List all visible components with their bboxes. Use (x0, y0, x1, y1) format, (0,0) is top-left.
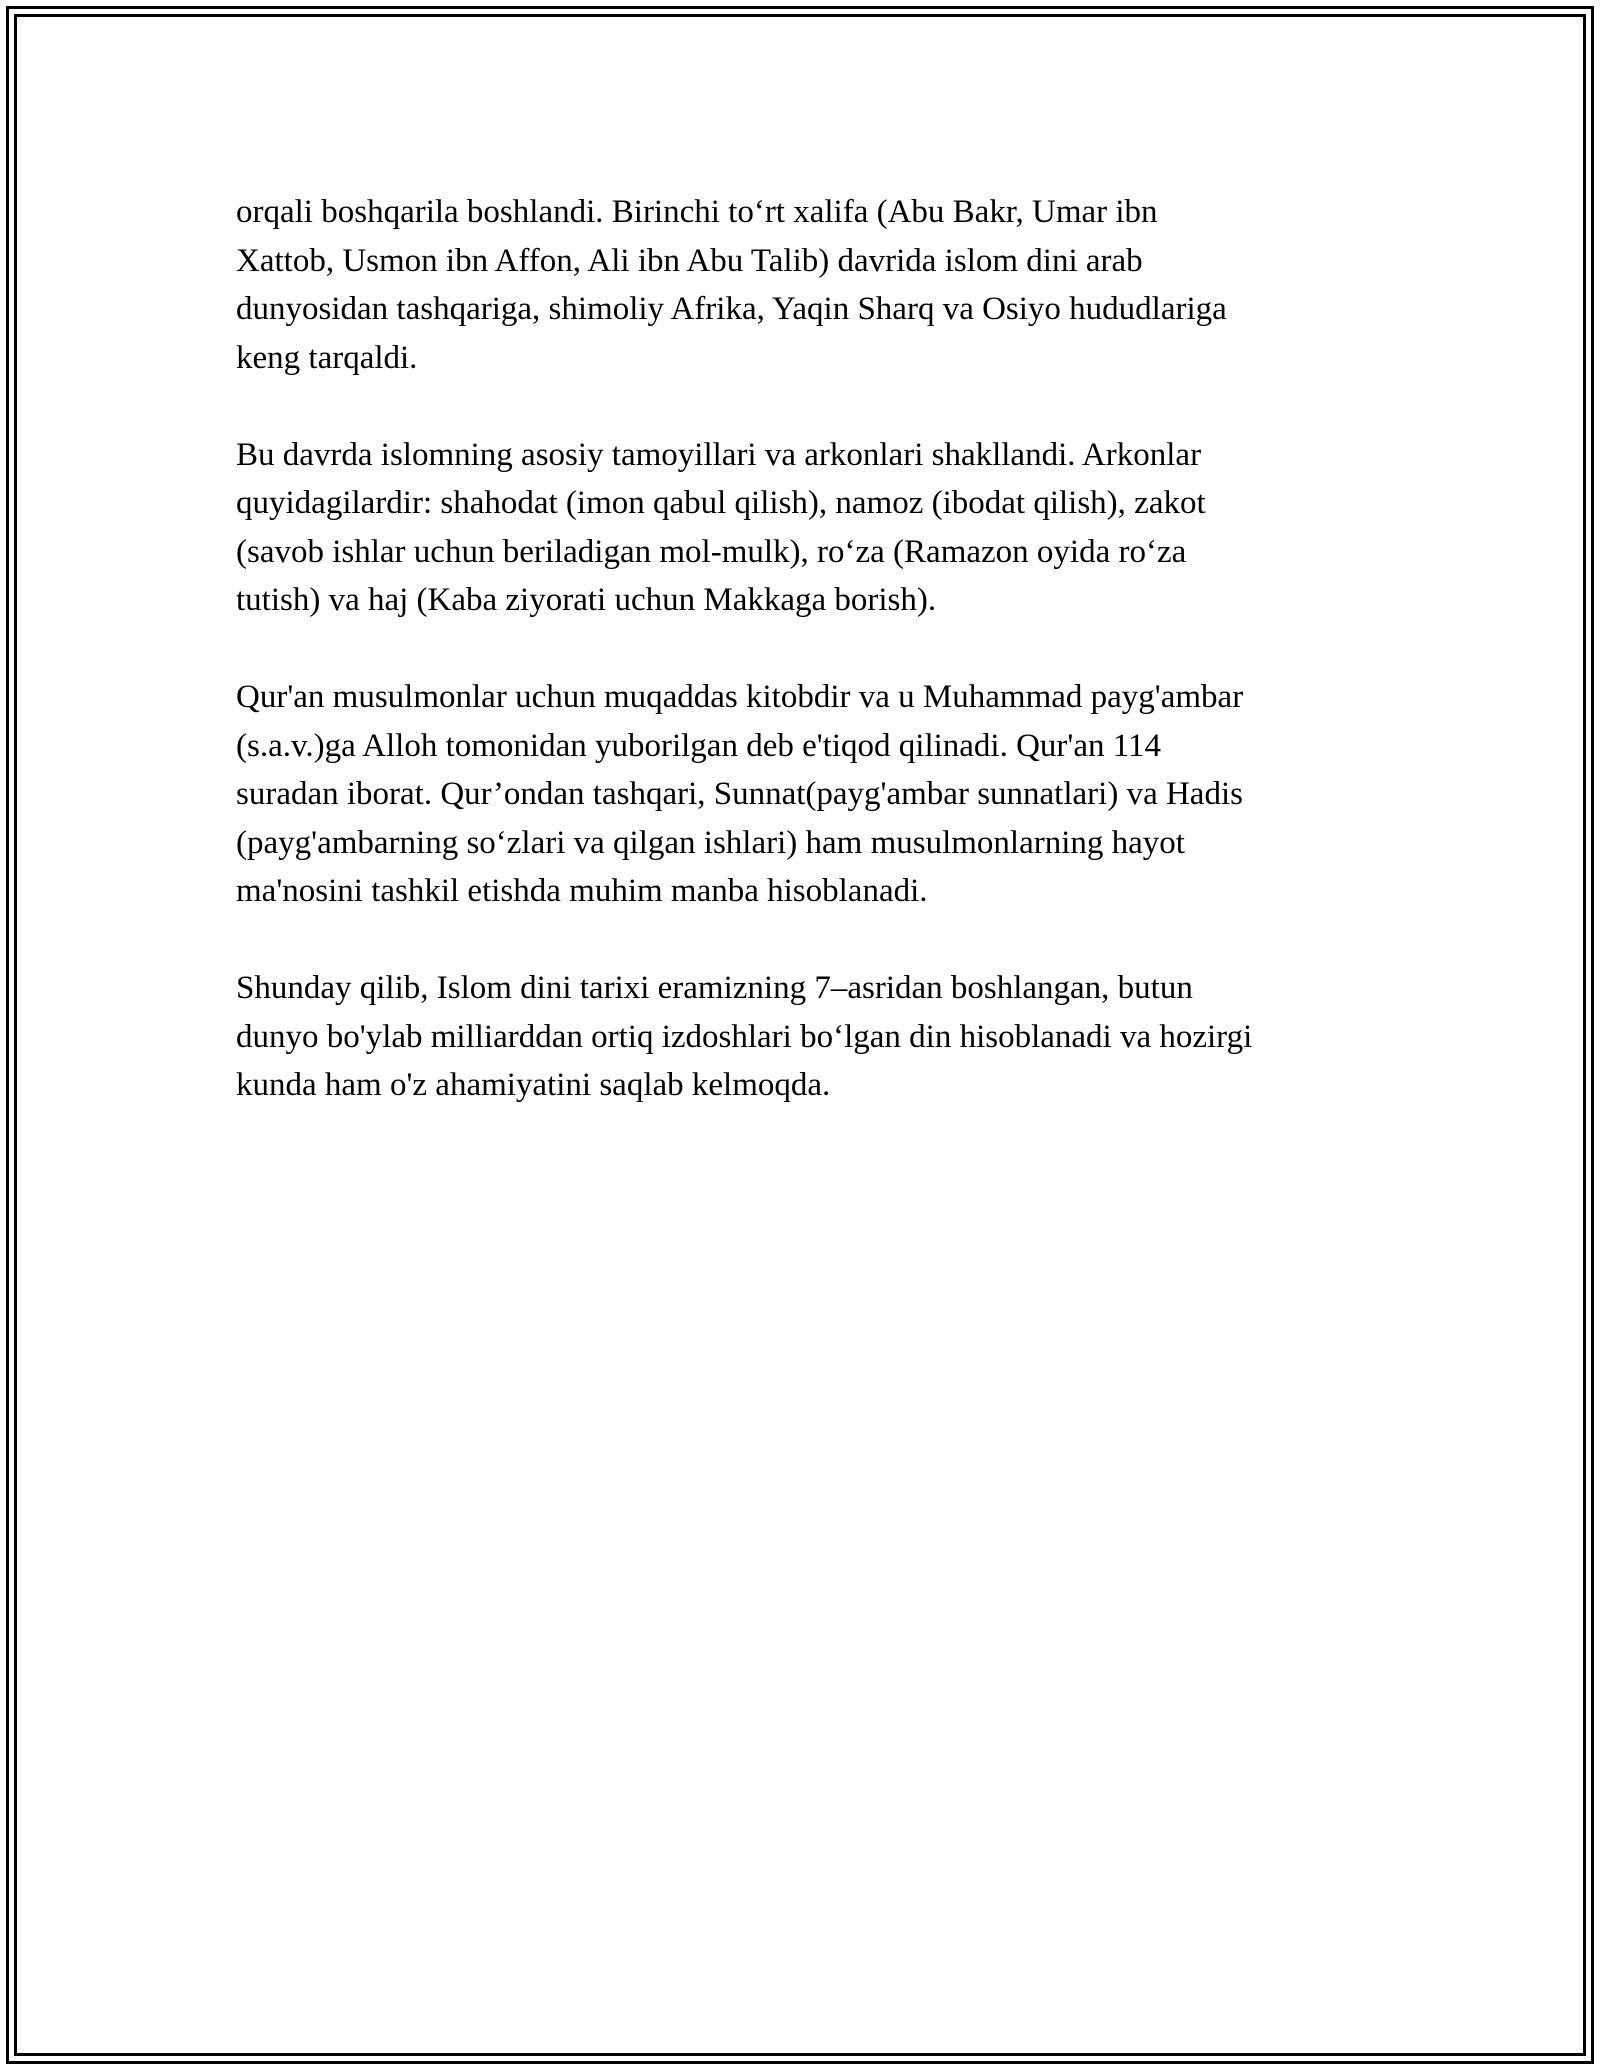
paragraph-1 (236, 188, 1386, 382)
paragraph-2 (236, 431, 1386, 625)
paragraph-line: (payg'ambarning so‘zlari va qilgan ishlari) ham musulmonlarning hayot (236, 824, 1185, 861)
paragraph-line: Bu davrda islomning asosiy tamoyillari va arkonlari shakllandi. Arkonlar (236, 436, 1202, 473)
paragraph-line: suradan iborat. Qur’ondan tashqari, Sunnat(payg'ambar sunnatlari) va Hadis (236, 776, 1243, 812)
paragraph-line: Qur'an musulmonlar uchun muqaddas kitobdir va u Muhammad payg'ambar (236, 679, 1244, 715)
paragraph-line: ma'nosini tashkil etishda muhim manba hisoblanadi. (236, 873, 928, 909)
paragraph-line: dunyosidan tashqariga, shimoliy Afrika, Yaqin Sharq va Osiyo hududlariga (236, 291, 1227, 327)
paragraph-3 (236, 673, 1386, 916)
paragraph-line: Xattob, Usmon ibn Affon, Ali ibn Abu Talib) davrida islom dini arab (236, 242, 1143, 279)
paragraph-line: Shunday qilib, Islom dini tarixi eramizning 7–asridan boshlangan, butun (236, 970, 1193, 1006)
paragraph-line: orqali boshqarila boshlandi. Birinchi to‘rt xalifa (Abu Bakr, Umar ibn (236, 194, 1158, 230)
paragraph-line: (savob ishlar uchun beriladigan mol-mulk), ro‘za (Ramazon oyida ro‘za (236, 533, 1187, 570)
paragraph-line: quyidagilardir: shahodat (imon qabul qilish), namoz (ibodat qilish), zakot (236, 485, 1206, 521)
paragraph-line: kunda ham o'z ahamiyatini saqlab kelmoqda. (236, 1067, 831, 1103)
paragraph-4 (236, 964, 1386, 1110)
document-body (236, 188, 1386, 1158)
paragraph-line: dunyo bo'ylab milliarddan ortiq izdoshlari bo‘lgan din hisoblanadi va hozirgi (236, 1018, 1253, 1055)
paragraph-line: (s.a.v.)ga Alloh tomonidan yuborilgan deb e'tiqod qilinadi. Qur'an 114 (236, 727, 1162, 764)
paragraph-line: keng tarqaldi. (236, 339, 418, 376)
paragraph-line: tutish) va haj (Kaba ziyorati uchun Makkaga borish). (236, 582, 937, 618)
